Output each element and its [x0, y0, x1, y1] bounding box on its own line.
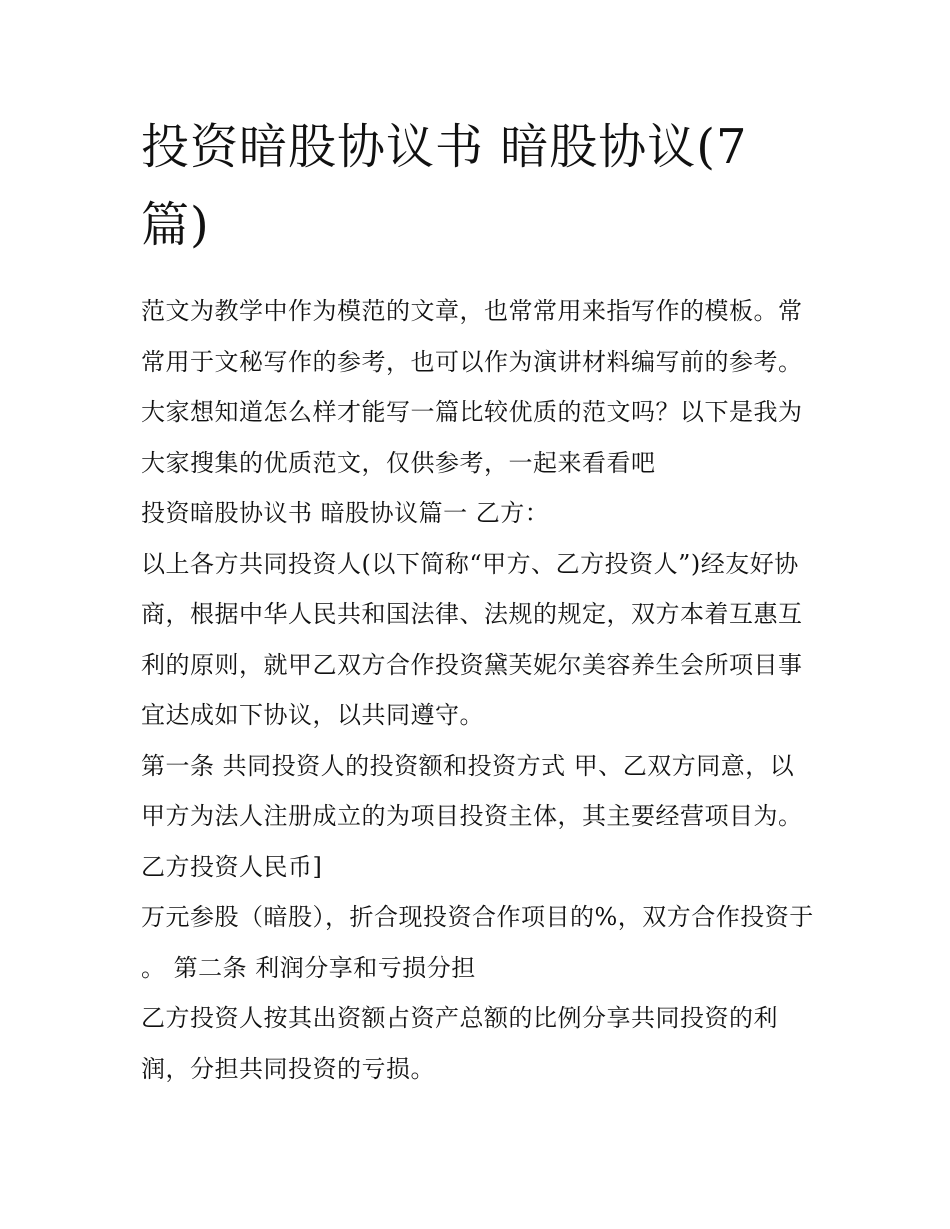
- investment-amount-line: 乙方投资人民币]: [141, 852, 323, 881]
- document-title: 投资暗股协议书 暗股协议(7篇): [141, 119, 748, 253]
- article-one-paragraph: 第一条 共同投资人的投资额和投资方式 甲、乙双方同意，以甲方为法人注册成立的为项目投资主体，其主要经营项目为。: [141, 751, 803, 830]
- section-heading: 投资暗股协议书 暗股协议篇一 乙方：: [141, 499, 550, 527]
- preamble-paragraph: 以上各方共同投资人(以下简称“甲方、乙方投资人”)经友好协商，根据中华人民共和国法律、法规的规定，双方本着互惠互利的原则，就甲乙双方合作投资黛芙妮尔美容养生会所项目事宜达成如下协议，以共同遵守。: [141, 549, 803, 729]
- profit-loss-paragraph: 乙方投资人按其出资额占资产总额的比例分享共同投资的利润，分担共同投资的亏损。: [141, 1004, 778, 1083]
- intro-paragraph: 范文为教学中作为模范的文章，也常常用来指写作的模板。常常用于文秘写作的参考，也可以作为演讲材料编写前的参考。大家想知道怎么样才能写一篇比较优质的范文吗？以下是我为大家搜集的优质范文，仅供参考，一起来看看吧: [141, 297, 803, 477]
- share-paragraph: 万元参股（暗股），折合现投资合作项目的%，双方合作投资于 。 第二条 利润分享和亏损分担: [141, 903, 814, 982]
